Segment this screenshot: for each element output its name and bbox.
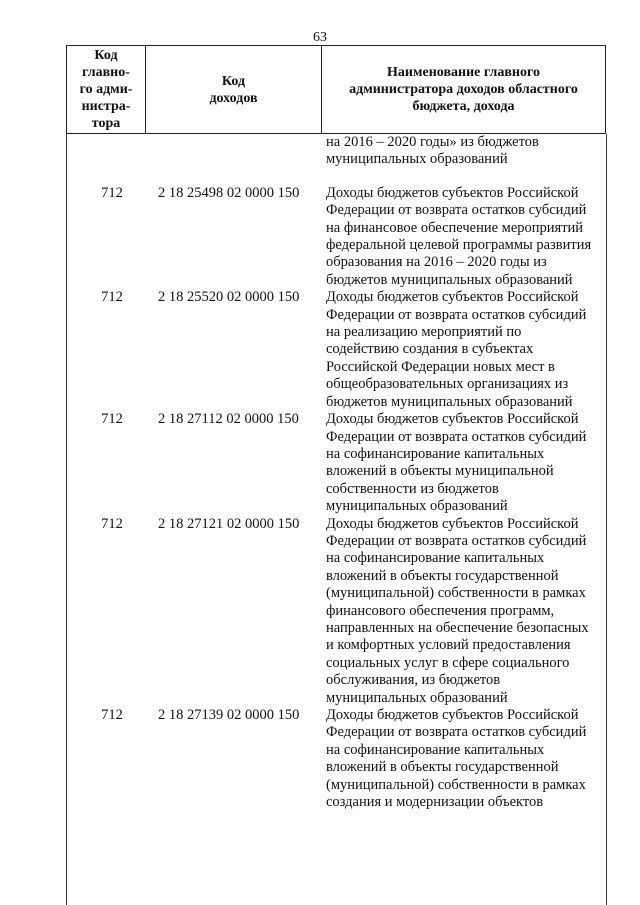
- header-income-line: доходов: [209, 90, 258, 106]
- admin-code-cell: 712: [101, 515, 123, 532]
- admin-code-cell: 712: [101, 184, 123, 201]
- text-line: Федерации от возврата остатков субсидий: [326, 428, 587, 445]
- header-name: [322, 46, 606, 134]
- table-right-border: [606, 134, 607, 905]
- header-admin-code: [67, 46, 146, 134]
- text-line: общеобразовательных организациях из: [326, 376, 569, 393]
- text-line: муниципальных образований: [326, 498, 508, 515]
- text-line: собственности из бюджетов: [326, 480, 499, 497]
- continuation-text: [326, 134, 601, 169]
- text-line: содействию создания в субъектах: [326, 341, 534, 358]
- table-row: [66, 516, 606, 707]
- text-line: на финансовое обеспечение мероприятий: [326, 219, 584, 236]
- table-row: [66, 289, 606, 411]
- text-line: вложений в объекты государственной: [326, 759, 559, 776]
- text-line: направленных на обеспечение безопасных: [326, 619, 589, 636]
- income-name-cell: [326, 289, 602, 411]
- text-line: Федерации от возврата остатков субсидий: [326, 532, 587, 549]
- admin-code-cell: 712: [101, 289, 123, 306]
- table-row: [66, 707, 606, 811]
- header-admin-line: тора: [91, 116, 121, 131]
- table-header: [66, 45, 606, 134]
- header-name-line: Наименование главного: [387, 65, 540, 80]
- income-name-cell: [326, 707, 602, 811]
- text-line: на софинансирование капитальных: [326, 741, 545, 758]
- page-number: 63: [313, 30, 327, 45]
- text-line: Доходы бюджетов субъектов Российской: [326, 707, 579, 723]
- income-code-cell: 2 18 27121 02 0000 150: [158, 515, 300, 532]
- table-row: [66, 185, 606, 289]
- header-name-line: администратора доходов областного: [349, 82, 578, 97]
- text-line: вложений в объекты муниципальной: [326, 463, 554, 480]
- header-admin-line: главно-: [82, 65, 130, 80]
- text-line: Доходы бюджетов субъектов Российской: [326, 289, 579, 306]
- income-name-cell: [326, 185, 602, 289]
- income-name-cell: [326, 516, 602, 707]
- income-code-cell: 2 18 25498 02 0000 150: [158, 184, 300, 201]
- text-line: на реализацию мероприятий по: [326, 324, 522, 341]
- header-admin-line: нистра-: [81, 99, 131, 114]
- text-line: Доходы бюджетов субъектов Российской: [326, 411, 579, 428]
- text-line: создания и модернизации объектов: [326, 794, 544, 811]
- text-line: Федерации от возврата остатков субсидий: [326, 306, 587, 323]
- text-line: социальных услуг в сфере социального: [326, 654, 570, 671]
- text-line: Российской Федерации новых мест в: [326, 358, 555, 375]
- header-income-line: Код: [221, 73, 246, 89]
- table-body: [66, 134, 606, 811]
- text-line: и комфортных условий предоставления: [326, 637, 571, 654]
- text-line: вложений в объекты государственной: [326, 567, 559, 584]
- text-line: Федерации от возврата остатков субсидий: [326, 202, 587, 219]
- text-line: муниципальных образований: [326, 151, 508, 168]
- table-row: [66, 411, 606, 515]
- text-line: (муниципальной) собственности в рамках: [326, 585, 586, 602]
- text-line: на 2016 – 2020 годы» из бюджетов: [326, 134, 539, 150]
- income-code-cell: 2 18 27139 02 0000 150: [158, 707, 300, 723]
- text-line: на софинансирование капитальных: [326, 445, 545, 462]
- income-name-cell: [326, 411, 602, 515]
- text-line: на софинансирование капитальных: [326, 550, 545, 567]
- text-line: бюджетов муниципальных образований: [326, 271, 573, 288]
- text-line: Федерации от возврата остатков субсидий: [326, 724, 587, 741]
- income-code-cell: 2 18 27112 02 0000 150: [158, 411, 299, 428]
- header-admin-line: го адми-: [79, 82, 133, 97]
- text-line: федеральной целевой программы развития: [326, 237, 592, 254]
- text-line: Доходы бюджетов субъектов Российской: [326, 515, 579, 532]
- text-line: муниципальных образований: [326, 689, 508, 706]
- text-line: финансового обеспечения программ,: [326, 602, 555, 619]
- header-admin-line: Код: [94, 48, 118, 63]
- text-line: Доходы бюджетов субъектов Российской: [326, 184, 579, 201]
- text-line: образования на 2016 – 2020 годы из: [326, 254, 547, 271]
- header-income-code: [146, 46, 322, 134]
- admin-code-cell: 712: [101, 411, 123, 428]
- text-line: обслуживания, из бюджетов: [326, 672, 501, 689]
- header-name-line: бюджета, дохода: [412, 99, 515, 114]
- income-code-cell: 2 18 25520 02 0000 150: [158, 289, 300, 306]
- text-line: (муниципальной) собственности в рамках: [326, 776, 586, 793]
- text-line: бюджетов муниципальных образований: [326, 393, 573, 410]
- admin-code-cell: 712: [101, 707, 123, 723]
